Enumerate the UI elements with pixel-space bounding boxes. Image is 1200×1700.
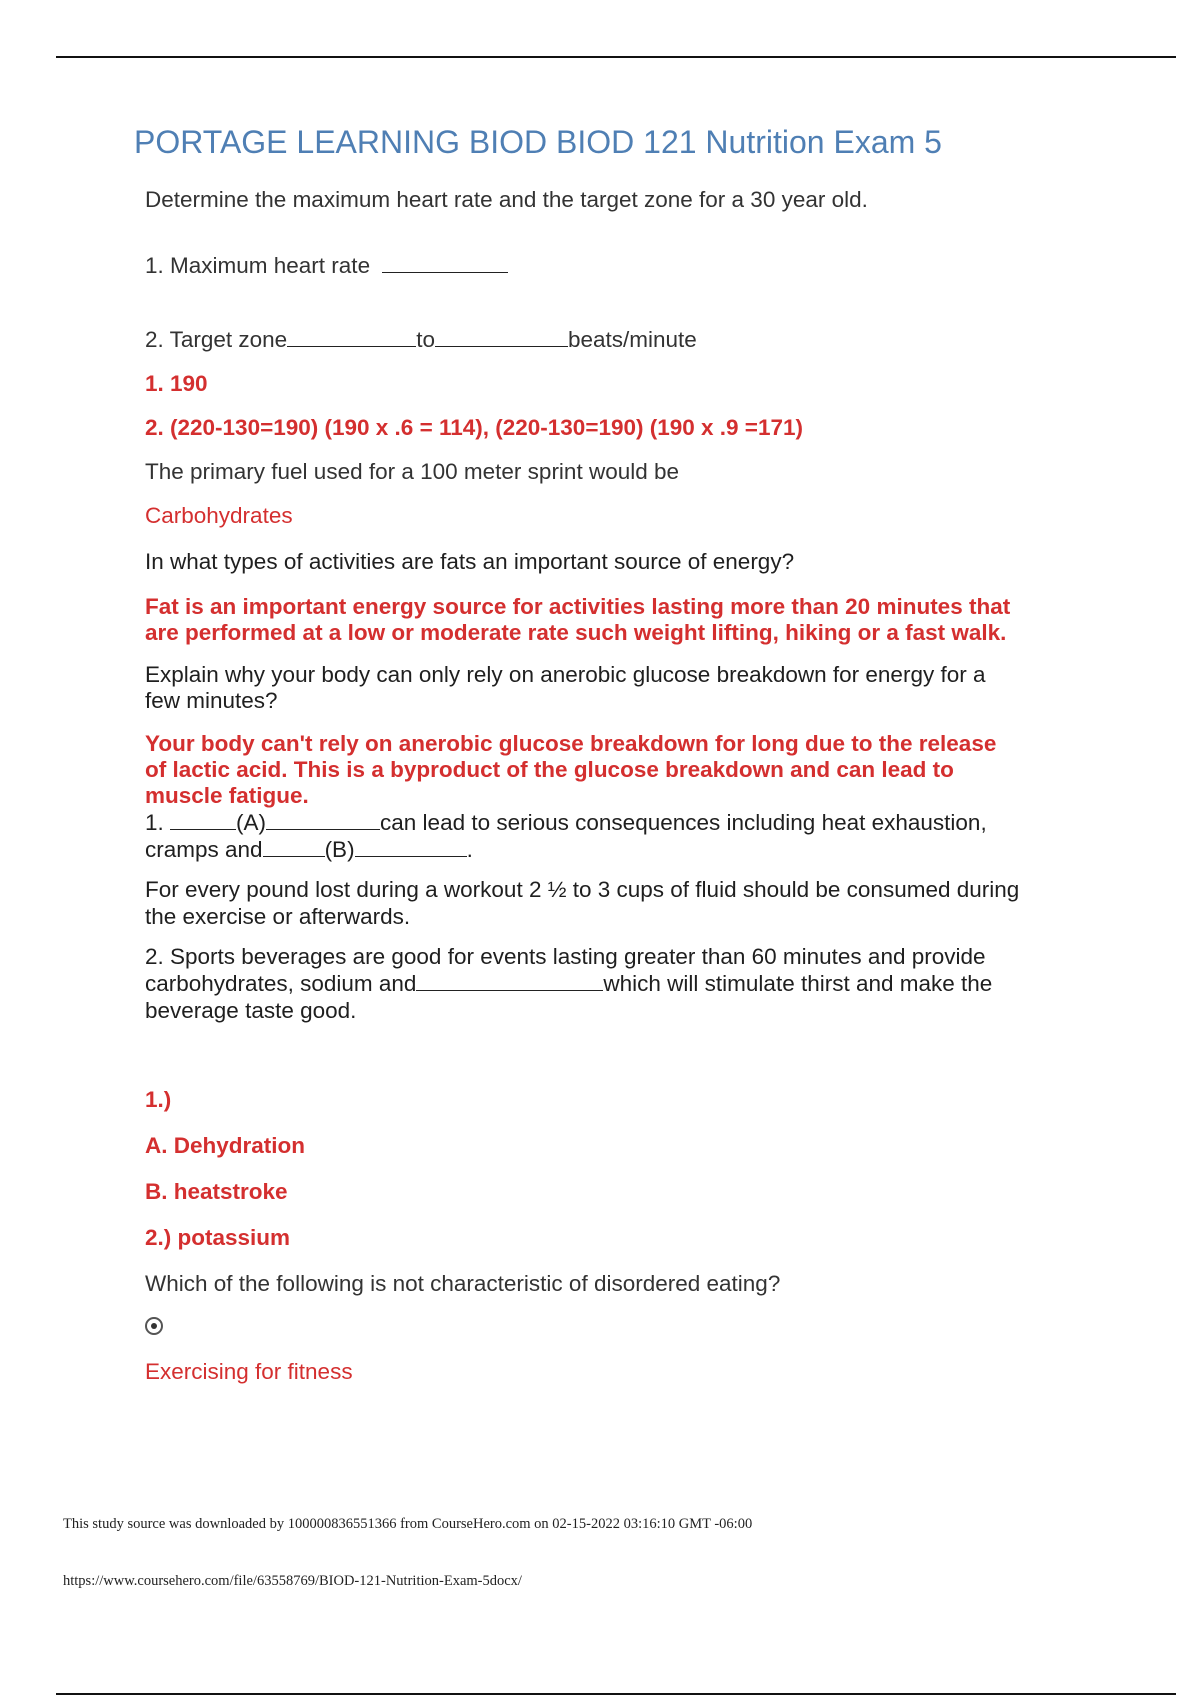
question-disordered-eating: Which of the following is not characteristic of disordered eating? bbox=[145, 1271, 781, 1296]
answer-fats-line-1: Fat is an important energy source for activities lasting more than 20 minutes that bbox=[145, 594, 1011, 619]
target-zone-unit: beats/minute bbox=[567, 327, 697, 352]
blank-b-label: (B) bbox=[324, 837, 355, 862]
answer-fats-line-2: are performed at a low or moderate rate such weight lifting, hiking or a fast walk. bbox=[145, 620, 1007, 645]
paragraph-fluid-replacement bbox=[145, 876, 1095, 930]
target-zone-label: 2. Target zone bbox=[145, 327, 288, 352]
answer-anerobic bbox=[145, 731, 1095, 809]
question-anerobic-line-2: few minutes? bbox=[145, 688, 278, 713]
fluid-q-period: . bbox=[466, 837, 473, 862]
max-heart-rate-blank bbox=[382, 252, 508, 273]
question-target-zone bbox=[145, 326, 1095, 354]
answer-anerobic-line-2: of lactic acid. This is a byproduct of the glucose breakdown and can lead to bbox=[145, 757, 954, 782]
question-primary-fuel: The primary fuel used for a 100 meter sprint would be bbox=[145, 459, 680, 484]
top-rule bbox=[56, 56, 1176, 58]
sports-bev-blank bbox=[416, 970, 603, 991]
answer-dehydration: A. Dehydration bbox=[145, 1133, 306, 1158]
page-title: PORTAGE LEARNING BIOD BIOD 121 Nutrition Exam 5 bbox=[134, 124, 942, 160]
blank-a-lead bbox=[170, 809, 236, 830]
answer-disordered-eating: Exercising for fitness bbox=[145, 1359, 353, 1384]
blank-a-tail bbox=[266, 809, 380, 830]
question-fats-activities: In what types of activities are fats an important source of energy? bbox=[145, 549, 795, 574]
question-max-heart-rate bbox=[145, 252, 1095, 280]
answer-heatstroke: B. heatstroke bbox=[145, 1179, 288, 1204]
blank-b-tail bbox=[355, 836, 467, 857]
answer-anerobic-line-3: muscle fatigue. bbox=[145, 783, 309, 808]
radio-selected-icon[interactable] bbox=[145, 1317, 163, 1335]
question-sports-beverages bbox=[145, 943, 1095, 1024]
answer-potassium: 2.) potassium bbox=[145, 1225, 291, 1250]
answer-fats-activities bbox=[145, 594, 1095, 646]
blank-b-lead bbox=[263, 836, 325, 857]
fluid-q-number: 1. bbox=[145, 810, 164, 835]
radio-row bbox=[145, 1314, 1095, 1342]
target-zone-to: to bbox=[416, 327, 435, 352]
footer-source-url[interactable]: https://www.coursehero.com/file/63558769/BIOD-121-Nutrition-Exam-5docx/ bbox=[63, 1573, 522, 1589]
sports-bev-line-1: 2. Sports beverages are good for events lasting greater than 60 minutes and provide bbox=[145, 944, 986, 969]
question-fluid-blanks bbox=[145, 809, 1095, 863]
answer-fluid-header: 1.) bbox=[145, 1087, 172, 1112]
answer-primary-fuel: Carbohydrates bbox=[145, 503, 293, 528]
question-heart-rate: Determine the maximum heart rate and the target zone for a 30 year old. bbox=[145, 187, 868, 212]
target-zone-blank-high bbox=[435, 326, 568, 347]
footer-download-notice: This study source was downloaded by 100000836551366 from CourseHero.com on 02-15-2022 03:16:10 GMT -06:00 bbox=[63, 1516, 753, 1532]
answer-target-zone: 2. (220-130=190) (190 x .6 = 114), (220-130=190) (190 x .9 =171) bbox=[145, 415, 803, 440]
target-zone-blank-low bbox=[287, 326, 416, 347]
fluid-para-line-2: the exercise or afterwards. bbox=[145, 904, 411, 929]
sports-bev-line-2a: carbohydrates, sodium and bbox=[145, 971, 417, 996]
fluid-para-line-1: For every pound lost during a workout 2 ½ to 3 cups of fluid should be consumed during bbox=[145, 877, 1020, 902]
fluid-q-line2-text: cramps and bbox=[145, 837, 263, 862]
blank-a-label: (A) bbox=[236, 810, 267, 835]
fluid-q-line1-text: can lead to serious consequences including heat exhaustion, bbox=[380, 810, 987, 835]
bottom-rule bbox=[56, 1693, 1176, 1695]
sports-bev-line-3: beverage taste good. bbox=[145, 998, 357, 1023]
max-heart-rate-label: 1. Maximum heart rate bbox=[145, 253, 371, 278]
answer-anerobic-line-1: Your body can't rely on anerobic glucose breakdown for long due to the release bbox=[145, 731, 997, 756]
exam-content bbox=[145, 180, 1095, 1386]
answer-max-heart-rate: 1. 190 bbox=[145, 371, 208, 396]
sports-bev-line-2b: which will stimulate thirst and make the bbox=[603, 971, 993, 996]
question-anerobic-line-1: Explain why your body can only rely on anerobic glucose breakdown for energy for a bbox=[145, 662, 986, 687]
question-anerobic bbox=[145, 662, 1095, 714]
